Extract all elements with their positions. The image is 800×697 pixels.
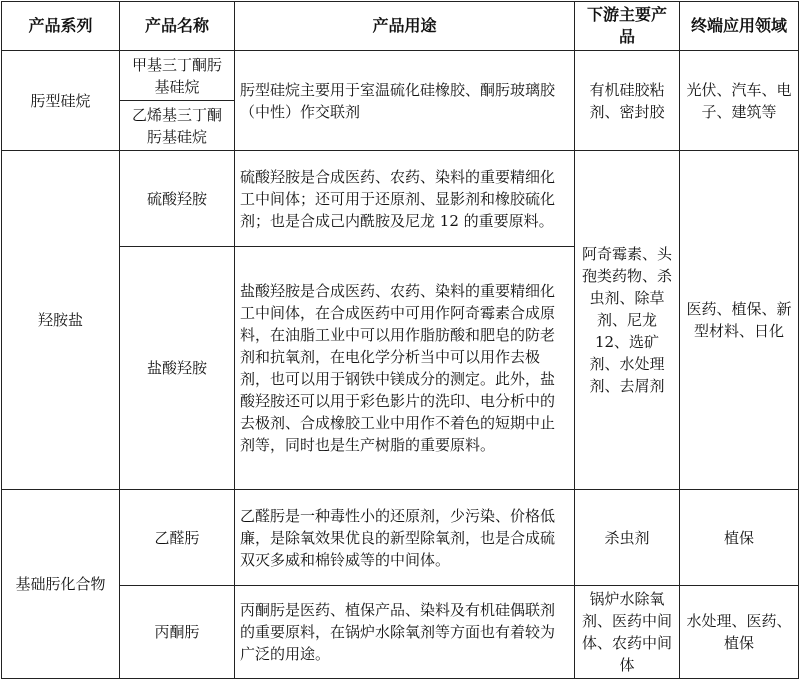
header-downstream: 下游主要产品 <box>575 2 680 51</box>
header-product-name: 产品名称 <box>120 2 235 51</box>
downstream-cell: 杀虫剂 <box>575 490 680 586</box>
product-name-cell: 硫酸羟胺 <box>120 151 235 247</box>
product-name-cell: 丙酮肟 <box>120 586 235 679</box>
usage-cell: 盐酸羟胺是合成医药、农药、染料的重要精细化工中间体，在合成医药中可用作阿奇霉素合成原料，在油脂工业中可以用作脂肪酸和肥皂的防老剂和抗氧剂，在电化学分析当中可以用作去极剂，也可以用于钢铁中镁成分的测定。此外，盐酸羟胺还可以用于彩色影片的洗印、电分析中的去极剂、合成橡胶工业中用作不着色的短期中止剂等，同时也是生产树脂的重要原料。 <box>235 247 575 490</box>
product-name-cell: 乙烯基三丁酮肟基硅烷 <box>120 101 235 151</box>
usage-cell: 丙酮肟是医药、植保产品、染料及有机硅偶联剂的重要原料，在锅炉水除氧剂等方面也有着较为广泛的用途。 <box>235 586 575 679</box>
table-row <box>2 490 799 586</box>
downstream-cell: 阿奇霉素、头孢类药物、杀虫剂、除草剂、尼龙 12、选矿剂、水处理剂、去屑剂 <box>575 151 680 490</box>
product-name-cell: 乙醛肟 <box>120 490 235 586</box>
product-table <box>1 1 799 679</box>
table-row <box>2 151 799 247</box>
downstream-cell: 有机硅胶粘剂、密封胶 <box>575 51 680 151</box>
series-cell: 基础肟化合物 <box>2 490 120 679</box>
downstream-cell: 锅炉水除氧剂、医药中间体、农药中间体 <box>575 586 680 679</box>
product-name-cell: 盐酸羟胺 <box>120 247 235 490</box>
usage-cell: 肟型硅烷主要用于室温硫化硅橡胶、酮肟玻璃胶（中性）作交联剂 <box>235 51 575 151</box>
header-row <box>2 2 799 51</box>
header-terminal: 终端应用领域 <box>680 2 799 51</box>
header-series: 产品系列 <box>2 2 120 51</box>
terminal-cell: 植保 <box>680 490 799 586</box>
header-usage: 产品用途 <box>235 2 575 51</box>
terminal-cell: 医药、植保、新型材料、日化 <box>680 151 799 490</box>
product-name-cell: 甲基三丁酮肟基硅烷 <box>120 51 235 101</box>
terminal-cell: 水处理、医药、植保 <box>680 586 799 679</box>
series-cell: 肟型硅烷 <box>2 51 120 151</box>
usage-cell: 乙醛肟是一种毒性小的还原剂，少污染、价格低廉，是除氧效果优良的新型除氧剂，也是合成硫双灭多威和棉铃威等的中间体。 <box>235 490 575 586</box>
table-row <box>2 586 799 679</box>
terminal-cell: 光伏、汽车、电子、建筑等 <box>680 51 799 151</box>
series-cell: 羟胺盐 <box>2 151 120 490</box>
usage-cell: 硫酸羟胺是合成医药、农药、染料的重要精细化工中间体；还可用于还原剂、显影剂和橡胶硫化剂；也是合成己内酰胺及尼龙 12 的重要原料。 <box>235 151 575 247</box>
table-row <box>2 51 799 101</box>
